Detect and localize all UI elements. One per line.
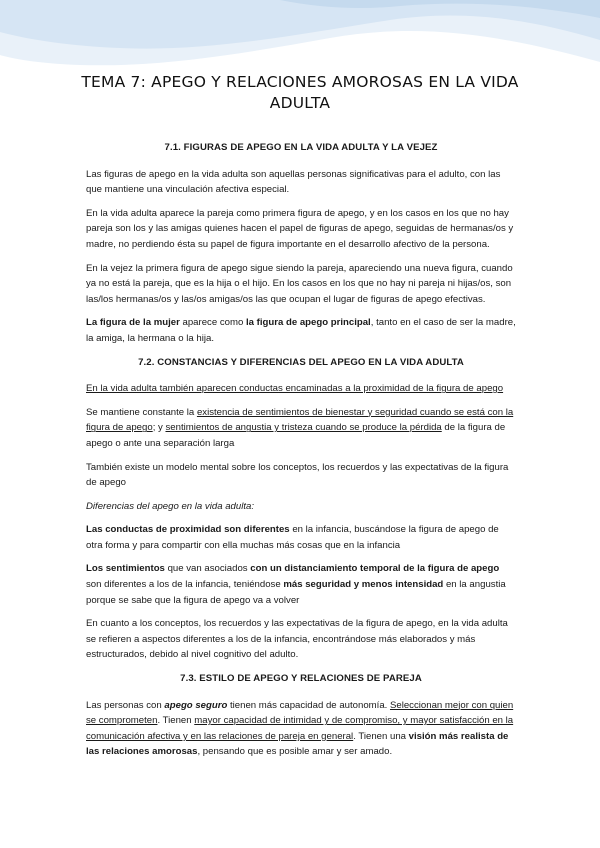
subheading-italic: Diferencias del apego en la vida adulta:	[86, 500, 255, 512]
text: Se mantiene constante la	[86, 406, 197, 418]
text: que van asociados	[164, 563, 251, 575]
underlined-text: sentimientos de angustia y tristeza cuando se produce la pérdida	[165, 422, 442, 434]
text: de la figura de apego o ante una separación larga	[86, 422, 506, 449]
text: tienen más capacidad de autonomía.	[227, 699, 390, 711]
text: , pensando que es posible amar y ser amado.	[197, 746, 393, 758]
section-heading-7-1: 7.1. FIGURAS DE APEGO EN LA VIDA ADULTA Y LA VEJEZ	[164, 142, 438, 153]
paragraph	[86, 698, 516, 760]
bold-italic-text: apego seguro	[164, 699, 228, 711]
text: aparece como	[179, 317, 246, 329]
paragraph	[86, 315, 516, 346]
paragraph	[86, 561, 516, 608]
paragraph	[86, 522, 516, 553]
underlined-text: existencia de sentimientos de bienestar y seguridad cuando se está con la figura de apego	[86, 406, 514, 434]
text: ; y	[152, 422, 166, 434]
paragraph	[86, 405, 516, 452]
paragraph: En cuanto a los conceptos, los recuerdos y las expectativas de la figura de apego, en la vida adulta se refieren a aspectos diferentes a los de la infancia, encontrándose más elaborados y más estructurados, debido al nivel cognitivo del adulto.	[86, 618, 508, 661]
page-title: TEMA 7: APEGO Y RELACIONES AMOROSAS EN LA VIDA ADULTA	[81, 73, 519, 112]
paragraph: En la vida adulta también aparecen conductas encaminadas a la proximidad de la figura de apego	[86, 383, 504, 395]
underlined-text: Seleccionan mejor con quien se comprometen	[86, 699, 514, 727]
paragraph: También existe un modelo mental sobre los conceptos, los recuerdos y las expectativas de la figura de apego	[86, 461, 509, 489]
underlined-text: mayor capacidad de intimidad y de compromiso, y mayor satisfacción en la comunicación afectiva y en las relaciones de pareja en general	[86, 715, 514, 742]
text: en la infancia, buscándose la figura de apego de otra forma y para compartir con ella muchas más cosas que en la infancia	[86, 524, 499, 551]
text: Las personas con	[86, 699, 165, 711]
header-banner	[0, 0, 600, 120]
bold-text: la figura de apego principal	[245, 317, 371, 329]
paragraph: En la vejez la primera figura de apego sigue siendo la pareja, apareciendo una nueva figura, cuando ya no está la pareja, que es la hija o el hijo. En los casos en los que no hay ni pareja ni hijas/os, son las/los hermanas/os y las/os amigas/os las que ocupan el lugar de figuras de apego efectivas.	[86, 262, 513, 305]
text: son diferentes a los de la infancia, teniéndose	[86, 579, 284, 591]
bold-text: más seguridad y menos intensidad	[283, 579, 444, 591]
text: . Tienen	[157, 715, 195, 727]
bold-text: Los sentimientos	[86, 563, 165, 575]
section-heading-7-2: 7.2. CONSTANCIAS Y DIFERENCIAS DEL APEGO EN LA VIDA ADULTA	[138, 356, 464, 368]
bold-text: La figura de la mujer	[86, 317, 180, 329]
bold-text: visión más realista de las relaciones amorosas	[86, 730, 509, 758]
document-body	[86, 140, 516, 768]
text: . Tienen una	[353, 730, 409, 742]
paragraph: Las figuras de apego en la vida adulta son aquellas personas significativas para el adulto, con las que mantiene una vinculación afectiva especial.	[86, 168, 501, 196]
section-heading-7-3: 7.3. ESTILO DE APEGO Y RELACIONES DE PAREJA	[180, 673, 422, 685]
paragraph: En la vida adulta aparece la pareja como primera figura de apego, y en los casos en los que no hay pareja son los y las amigas quienes hacen el papel de figuras de apego, seguidas de hermanas/os y madre, no perdiendo ésta su papel de figura importante en el desarrollo afectivo de la persona.	[86, 207, 514, 250]
text: , tanto en el caso de ser la madre, la amiga, la hermana o la hija.	[86, 317, 516, 344]
bold-text: con un distanciamiento temporal de la figura de apego	[250, 563, 500, 575]
bold-text: Las conductas de proximidad son diferentes	[86, 524, 290, 536]
text: en la angustia porque se sabe que la figura de apego va a volver	[86, 579, 506, 606]
